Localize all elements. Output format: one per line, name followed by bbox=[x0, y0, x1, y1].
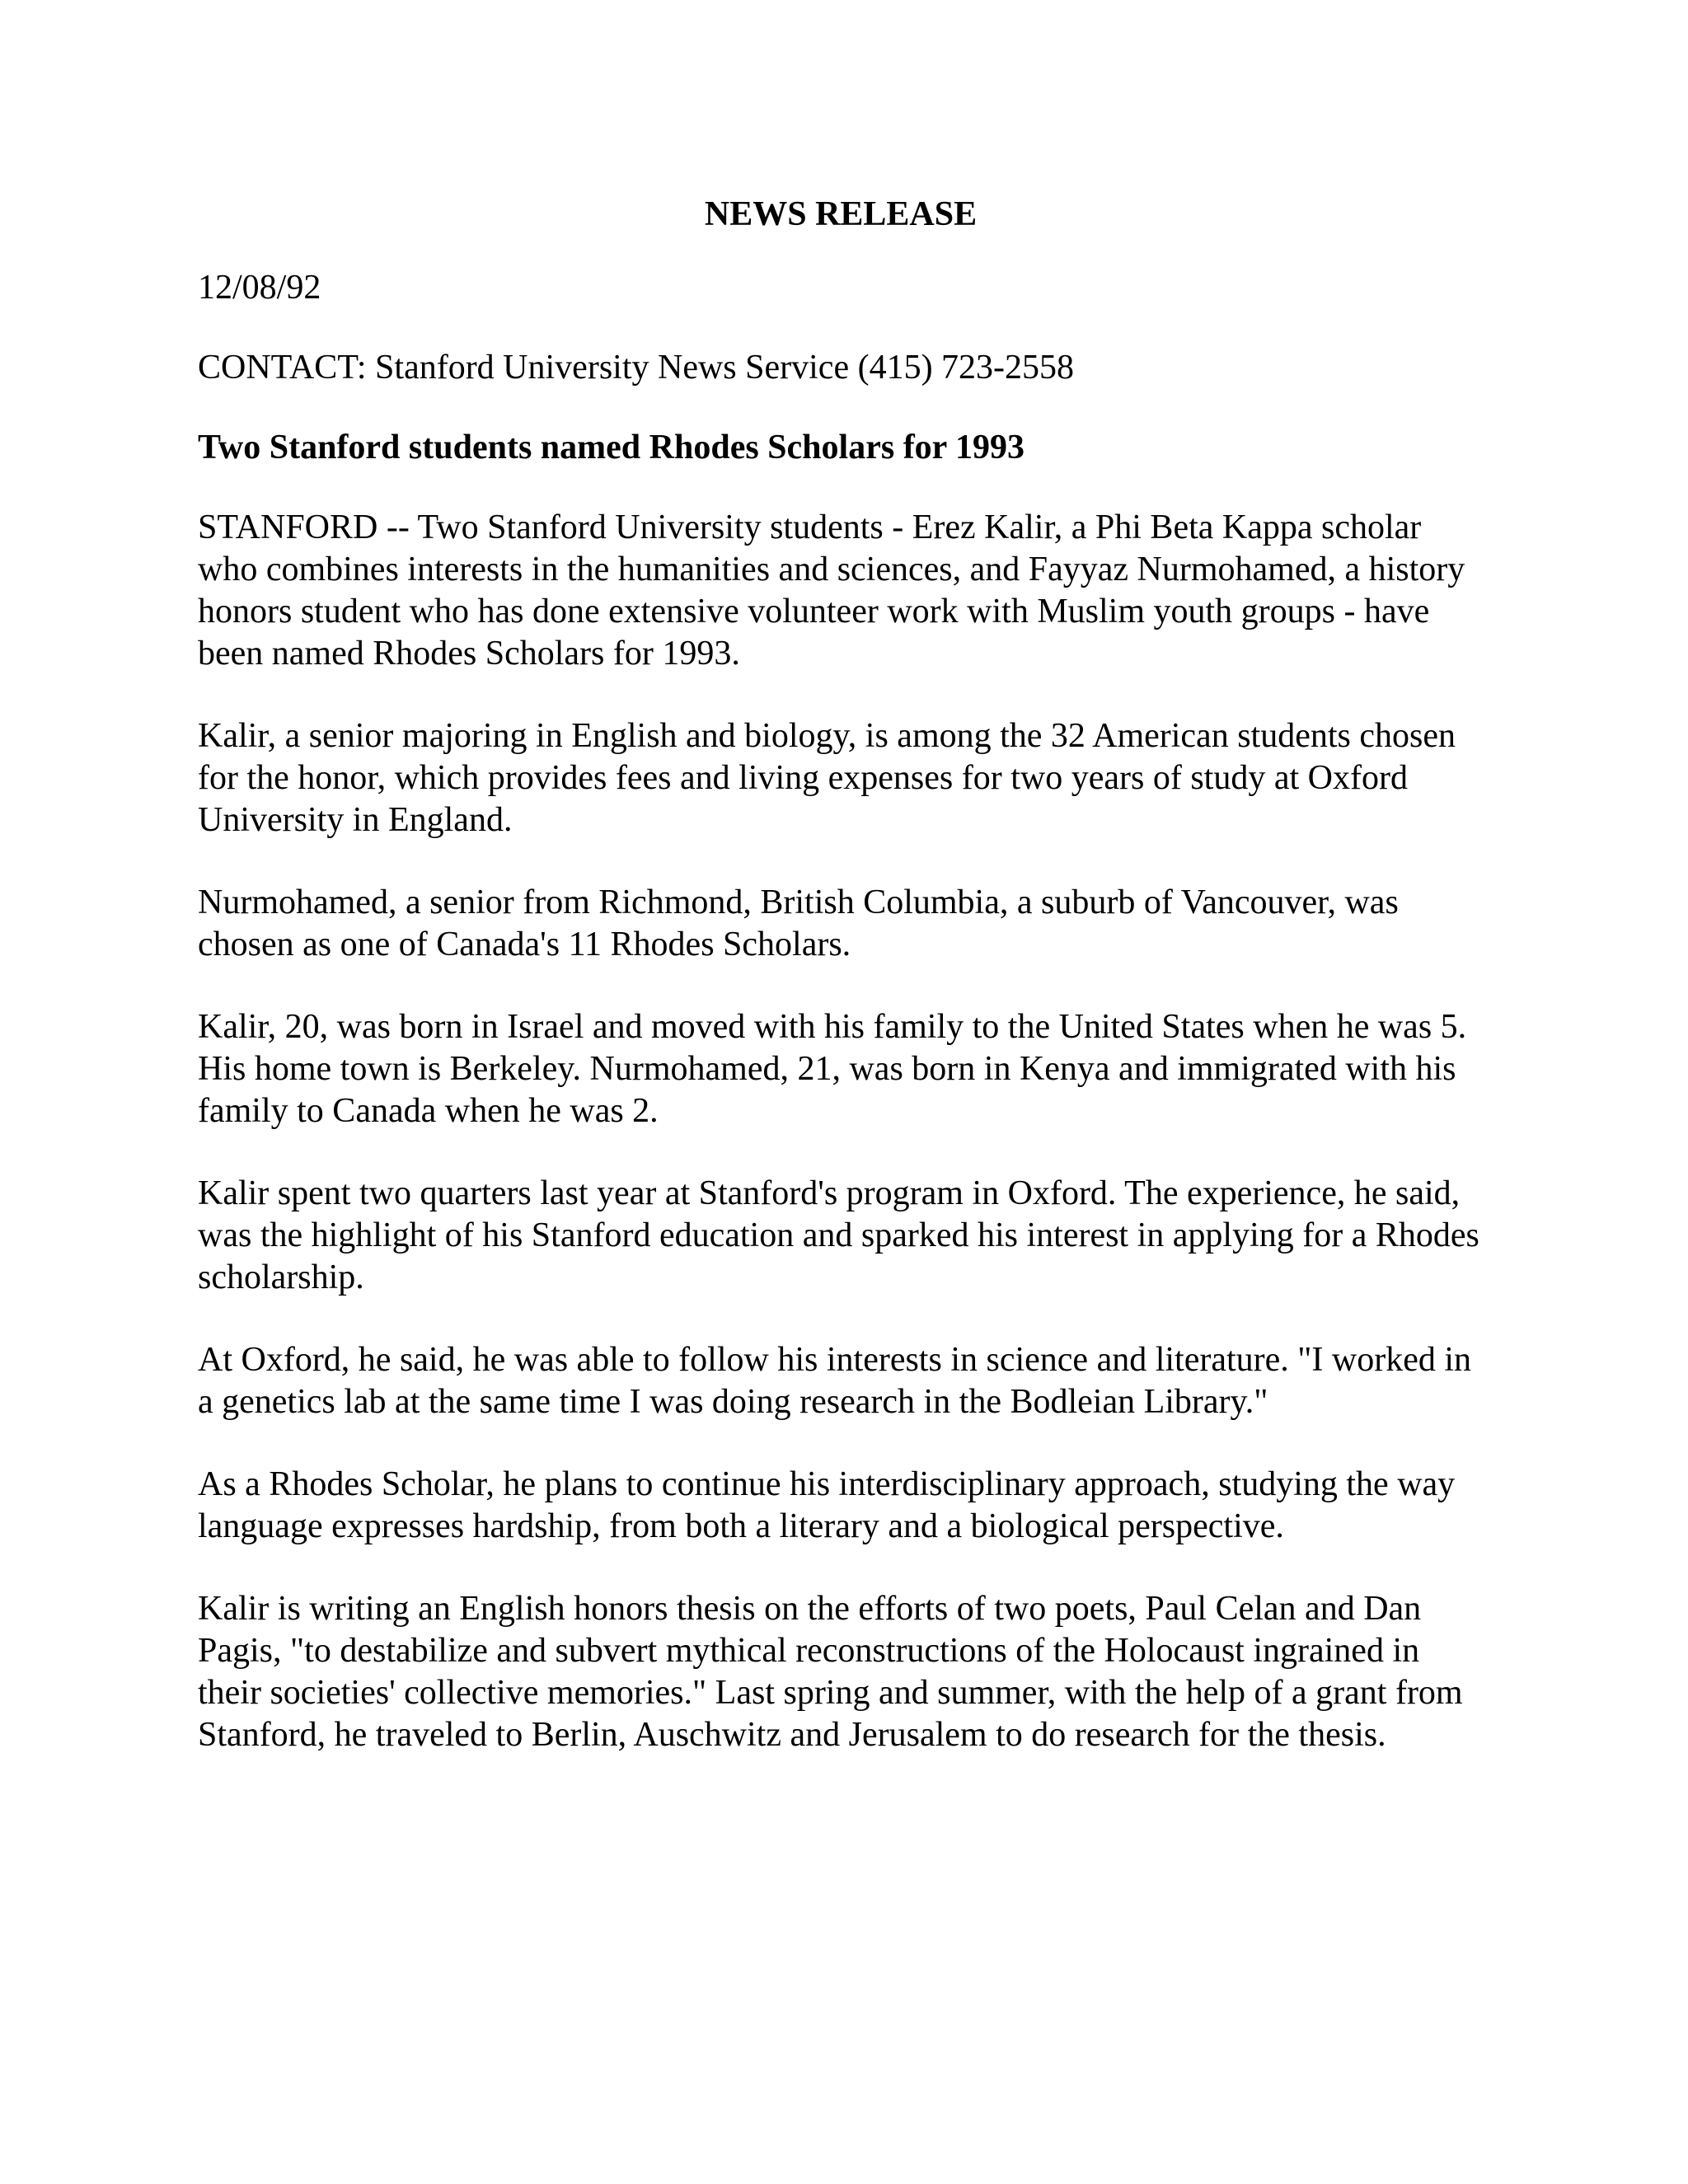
body-paragraph: Kalir, 20, was born in Israel and moved with his family to the United States when he was 5. His home town is Berkeley. Nurmohamed, 21, was born in Kenya and immigrated with his family to Canada when he was 2. bbox=[198, 1008, 1467, 1130]
article-headline: Two Stanford students named Rhodes Scholars for 1993 bbox=[198, 429, 1025, 466]
document-heading: NEWS RELEASE bbox=[704, 195, 978, 233]
document-page bbox=[198, 194, 1484, 1797]
body-paragraph: STANFORD -- Two Stanford University students - Erez Kalir, a Phi Beta Kappa scholar who combines interests in the humanities and sciences, and Fayyaz Nurmohamed, a history honors student who has done extensive volunteer work with Muslim youth groups - have been named Rhodes Scholars for 1993. bbox=[198, 509, 1465, 673]
body-paragraph: Kalir is writing an English honors thesis on the efforts of two poets, Paul Celan and Dan Pagis, "to destabilize and subvert mythical reconstructions of the Holocaust ingrained in their societies' collective memories." Last spring and summer, with the help of a grant from Stanford, he traveled to Berlin, Auschwitz and Jerusalem to do research for the thesis. bbox=[198, 1590, 1463, 1754]
body-paragraph: Nurmohamed, a senior from Richmond, British Columbia, a suburb of Vancouver, was chosen as one of Canada's 11 Rhodes Scholars. bbox=[198, 883, 1399, 963]
contact-line: CONTACT: Stanford University News Service (415) 723-2558 bbox=[198, 349, 1075, 387]
body-paragraph: Kalir, a senior majoring in English and biology, is among the 32 American students chosen for the honor, which provides fees and living expenses for two years of study at Oxford University in England. bbox=[198, 717, 1456, 839]
body-paragraph: Kalir spent two quarters last year at Stanford's program in Oxford. The experience, he said, was the highlight of his Stanford education and sparked his interest in applying for a Rhodes scholarship. bbox=[198, 1174, 1479, 1296]
body-paragraph: At Oxford, he said, he was able to follow his interests in science and literature. "I worked in a genetics lab at the same time I was doing research in the Bodleian Library." bbox=[198, 1341, 1472, 1421]
release-date: 12/08/92 bbox=[198, 269, 321, 307]
body-paragraph: As a Rhodes Scholar, he plans to continue his interdisciplinary approach, studying the way language expresses hardship, from both a literary and a biological perspective. bbox=[198, 1465, 1456, 1545]
